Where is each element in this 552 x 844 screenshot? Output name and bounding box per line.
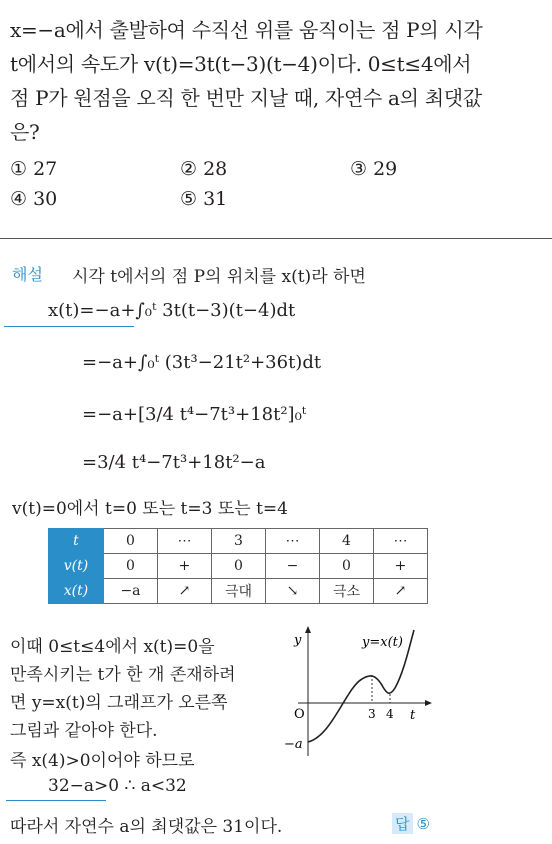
table-row [49,529,428,554]
explanation-line-2: 만족시키는 t가 한 개 존재하려 [10,665,236,685]
choice-1[interactable]: ① 27 [10,158,58,180]
table-cell: 0 [104,554,158,579]
position-graph [280,624,542,764]
equation-1: x(t)=−a+∫₀ᵗ 3t(t−3)(t−4)dt [48,300,296,321]
table-cell: 극대 [212,579,266,604]
table-cell: ↗ [374,579,428,604]
table-cell: + [158,554,212,579]
explanation-line-6: 32−a>0 ∴ a<32 [48,776,187,796]
problem-line-2: t에서의 속도가 v(t)=3t(t−3)(t−4)이다. 0≤t≤4에서 [10,52,472,76]
explanation-underline [6,800,106,801]
equation-1-underline [4,326,134,327]
table-cell: −a [104,579,158,604]
x-axis-arrow [425,700,432,706]
sign-table [48,528,428,604]
table-cell: 극소 [320,579,374,604]
y-axis-label: y [294,633,302,648]
problem-line-4: 은? [10,120,40,144]
solution-intro: 시각 t에서의 점 P의 위치를 x(t)라 하면 [72,267,366,287]
explanation-line-3: 면 y=x(t)의 그래프가 오른쪽 [10,693,228,713]
answer-label: 답 [392,813,413,834]
table-cell: ⋯ [374,529,428,554]
solution-tag: 해설 [12,265,43,284]
choice-3[interactable]: ③ 29 [350,158,398,180]
answer-badge [392,813,430,834]
answer-value: ⑤ [416,815,430,833]
table-cell: 3 [212,529,266,554]
table-cell: + [374,554,428,579]
table-cell: 0 [104,529,158,554]
problem-line-3: 점 P가 원점을 오직 한 번만 지날 때, 자연수 a의 최댓값 [10,86,482,110]
table-row [49,554,428,579]
choice-4[interactable]: ④ 30 [10,188,58,210]
choice-2[interactable]: ② 28 [180,158,228,180]
curve-label: y=x(t) [362,635,403,650]
origin-label: O [294,707,305,722]
row-header-v: v(t) [49,554,104,579]
choice-5[interactable]: ⑤ 31 [180,188,228,210]
row-header-t: t [49,529,104,554]
table-cell: 4 [320,529,374,554]
critical-points: v(t)=0에서 t=0 또는 t=3 또는 t=4 [12,499,288,519]
row-header-x: x(t) [49,579,104,604]
explanation-line-5: 즉 x(4)>0이어야 하므로 [10,751,195,771]
table-row [49,579,428,604]
section-divider [0,238,552,239]
tick-4-label: 4 [386,707,394,721]
equation-4: =3/4 t⁴−7t³+18t²−a [82,452,266,473]
table-cell: ⋯ [266,529,320,554]
x-axis-label: t [410,708,416,723]
equation-3: =−a+[3/4 t⁴−7t³+18t²]₀ᵗ [82,404,307,425]
y-axis-arrow [305,626,311,633]
table-cell: 0 [320,554,374,579]
explanation-line-1: 이때 0≤t≤4에서 x(t)=0을 [10,637,215,657]
problem-line-1: x=−a에서 출발하여 수직선 위를 움직이는 점 P의 시각 [10,18,483,42]
table-cell: 0 [212,554,266,579]
explanation-line-4: 그림과 같아야 한다. [10,721,158,741]
tick-3-label: 3 [368,707,376,721]
table-cell: ↗ [158,579,212,604]
table-cell: ⋯ [158,529,212,554]
table-cell: − [266,554,320,579]
equation-2: =−a+∫₀ᵗ (3t³−21t²+36t)dt [82,352,322,373]
explanation-line-7: 따라서 자연수 a의 최댓값은 31이다. [10,817,283,837]
table-cell: ↘ [266,579,320,604]
y-intercept-label: −a [284,737,303,752]
